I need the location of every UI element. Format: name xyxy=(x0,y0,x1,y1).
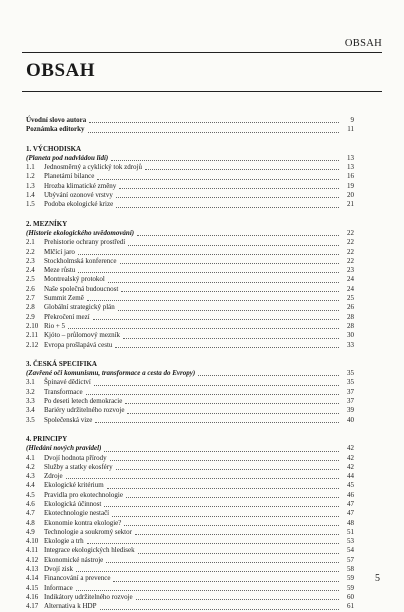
toc-entry xyxy=(26,285,354,294)
toc-page-number: 42 xyxy=(347,444,354,453)
toc-entry xyxy=(26,266,354,275)
toc-entry-text: Ekologická účinnost xyxy=(44,499,102,508)
toc-entry-title xyxy=(26,406,124,415)
toc-leader-dots xyxy=(145,169,339,170)
toc-entry-number: 4.16 xyxy=(26,592,39,601)
toc-entry-number: 1.1 xyxy=(26,163,35,172)
toc-chapter-subtitle xyxy=(26,154,354,163)
toc-entry-text: Prehistorie ochrany prostředí xyxy=(44,238,126,247)
toc-entry-text: Ekonomické nástroje xyxy=(44,555,104,564)
toc-page-number: 57 xyxy=(347,555,354,564)
toc-entry-text: Služby a statky ekosféry xyxy=(44,462,113,471)
toc-page-number: 44 xyxy=(347,472,354,481)
toc-entry-number: 3.5 xyxy=(26,415,35,424)
toc-chapter-heading xyxy=(26,145,354,154)
toc-entry xyxy=(26,116,354,125)
toc-entry-text: Úvodní slovo autora xyxy=(26,116,87,124)
toc-entry-title xyxy=(26,519,121,528)
toc-entry-text: Informace xyxy=(44,583,73,592)
toc-entry-text: 1. VÝCHODISKA xyxy=(26,144,82,153)
toc-leader-dots xyxy=(100,609,340,610)
toc-entry xyxy=(26,200,354,209)
toc-entry xyxy=(26,528,354,537)
toc-leader-dots xyxy=(119,188,339,189)
toc-page-number: 24 xyxy=(347,284,354,293)
toc-page-number: 22 xyxy=(347,256,354,265)
toc-page-number: 46 xyxy=(347,490,354,499)
toc-entry xyxy=(26,322,354,331)
toc-entry-text: Bariéry udržitelného rozvoje xyxy=(44,406,125,415)
toc-page-number: 48 xyxy=(347,518,354,527)
toc-entry-text: Překročení mezí xyxy=(44,312,90,321)
toc-entry-number: 4.4 xyxy=(26,481,35,490)
toc-entry-number: 2.3 xyxy=(26,256,35,265)
toc-chapter-subtitle xyxy=(26,229,354,238)
toc-entry xyxy=(26,454,354,463)
toc-leader-dots xyxy=(116,469,339,470)
header-rule xyxy=(22,52,382,53)
toc-entry-title xyxy=(26,313,90,322)
toc-entry-title xyxy=(26,360,97,369)
toc-leader-dots xyxy=(111,160,339,161)
toc-entry-title xyxy=(26,602,97,611)
toc-page-number: 35 xyxy=(347,369,354,378)
toc-entry-title xyxy=(26,481,104,490)
toc-entry-text: Dvojí zisk xyxy=(44,565,73,574)
toc-entry xyxy=(26,565,354,574)
toc-page-number: 47 xyxy=(347,509,354,518)
toc-page-number: 28 xyxy=(347,312,354,321)
toc-entry-title xyxy=(26,285,118,294)
toc-leader-dots xyxy=(89,122,339,123)
toc-entry-text: Montrealský protokol xyxy=(44,275,105,284)
toc-leader-dots xyxy=(78,272,339,273)
toc-entry xyxy=(26,257,354,266)
toc-leader-dots xyxy=(135,534,339,535)
toc-spacer xyxy=(26,350,354,360)
toc-chapter-subtitle xyxy=(26,444,354,453)
toc-entry xyxy=(26,509,354,518)
toc-entry-number: 4.15 xyxy=(26,583,39,592)
toc-entry-title xyxy=(26,163,142,172)
toc-entry-title xyxy=(26,303,115,312)
toc-entry-text: Mlčící jaro xyxy=(44,247,75,256)
toc-entry xyxy=(26,388,354,397)
toc-leader-dots xyxy=(118,310,339,311)
toc-leader-dots xyxy=(127,413,339,414)
toc-leader-dots xyxy=(68,328,339,329)
toc-leader-dots xyxy=(198,375,339,376)
toc-leader-dots xyxy=(94,385,339,386)
toc-page-number: 22 xyxy=(347,238,354,247)
toc-entry-number: 4.13 xyxy=(26,565,39,574)
toc-page-number: 47 xyxy=(347,499,354,508)
toc-leader-dots xyxy=(112,516,339,517)
toc-entry xyxy=(26,500,354,509)
toc-entry-title xyxy=(26,500,101,509)
toc-page-number: 19 xyxy=(347,181,354,190)
toc-entry-number: 3.1 xyxy=(26,378,35,387)
toc-entry-number: 4.12 xyxy=(26,555,39,564)
toc-page-number: 53 xyxy=(347,537,354,546)
toc-page-number: 25 xyxy=(347,294,354,303)
toc-entry-text: Poznámka editorky xyxy=(26,125,85,134)
toc-entry-title xyxy=(26,565,73,574)
toc-leader-dots xyxy=(88,132,339,133)
toc-entry xyxy=(26,397,354,406)
toc-entry-title xyxy=(26,248,75,257)
toc-leader-dots xyxy=(138,553,339,554)
toc-entry-text: Zdroje xyxy=(44,472,63,481)
toc-entry-number: 1.4 xyxy=(26,191,35,200)
toc-entry-number: 1.2 xyxy=(26,172,35,181)
toc-entry-title xyxy=(26,275,105,284)
toc-entry-number: 2.10 xyxy=(26,321,39,330)
toc-leader-dots xyxy=(116,207,339,208)
toc-entry-title xyxy=(26,116,86,125)
toc-leader-dots xyxy=(76,571,339,572)
toc-leader-dots xyxy=(106,562,339,563)
toc-page-number: 42 xyxy=(347,462,354,471)
toc-entry xyxy=(26,574,354,583)
toc-entry xyxy=(26,303,354,312)
title-rule xyxy=(22,91,382,92)
toc-entry-title xyxy=(26,341,112,350)
toc-page-number: 61 xyxy=(347,602,354,611)
toc-entry-title xyxy=(26,556,103,565)
toc-entry xyxy=(26,313,354,322)
toc-entry xyxy=(26,416,354,425)
toc-page-number: 37 xyxy=(347,387,354,396)
toc-entry-number: 4.9 xyxy=(26,527,35,536)
page-title: OBSAH xyxy=(26,60,96,81)
toc-entry-title xyxy=(26,537,84,546)
toc-leader-dots xyxy=(108,282,339,283)
toc-page-number: 40 xyxy=(347,415,354,424)
toc-entry-title xyxy=(26,416,92,425)
toc-entry-title xyxy=(26,220,67,229)
toc-leader-dots xyxy=(76,590,339,591)
toc-entry-title xyxy=(26,388,83,397)
toc-entry xyxy=(26,491,354,500)
toc-entry-text: 2. MEZNÍKY xyxy=(26,219,68,228)
toc-leader-dots xyxy=(116,197,339,198)
toc-entry xyxy=(26,602,354,611)
toc-entry-text: Summit Země xyxy=(44,294,84,303)
toc-page-number: 60 xyxy=(347,592,354,601)
toc-entry xyxy=(26,472,354,481)
toc-entry xyxy=(26,163,354,172)
toc-entry-title xyxy=(26,266,75,275)
toc-entry-number: 3.3 xyxy=(26,397,35,406)
toc-page-number: 16 xyxy=(347,172,354,181)
toc-entry-text: (Planeta pod nadvládou lidí) xyxy=(26,153,109,162)
toc-entry-number: 2.6 xyxy=(26,284,35,293)
toc-leader-dots xyxy=(121,291,339,292)
toc-entry-title xyxy=(26,463,113,472)
toc-leader-dots xyxy=(86,394,339,395)
toc-entry-text: Indikátory udržitelného rozvoje xyxy=(44,592,133,601)
toc-entry-number: 1.5 xyxy=(26,200,35,209)
toc-entry-title xyxy=(26,472,63,481)
toc-leader-dots xyxy=(113,581,339,582)
toc-page-number: 37 xyxy=(347,397,354,406)
toc-spacer xyxy=(26,210,354,220)
toc-entry-title xyxy=(26,378,91,387)
toc-entry-number: 2.5 xyxy=(26,275,35,284)
toc-entry-number: 2.7 xyxy=(26,294,35,303)
toc-entry xyxy=(26,519,354,528)
toc-entry-text: Hrozba klimatické změny xyxy=(44,181,117,190)
toc-entry-title xyxy=(26,593,133,602)
toc-leader-dots xyxy=(137,235,339,236)
toc-entry-number: 3.4 xyxy=(26,406,35,415)
toc-page-number: 11 xyxy=(347,125,354,134)
toc-leader-dots xyxy=(124,525,339,526)
toc-leader-dots xyxy=(123,338,339,339)
toc-leader-dots xyxy=(87,300,339,301)
toc-page-number: 51 xyxy=(347,527,354,536)
toc-entry-title xyxy=(26,154,108,163)
toc-page-number: 9 xyxy=(350,116,354,124)
toc-entry-title xyxy=(26,435,67,444)
toc-entry xyxy=(26,275,354,284)
toc-entry-number: 2.4 xyxy=(26,266,35,275)
toc-page-number: 59 xyxy=(347,574,354,583)
toc-entry-text: Rio + 5 xyxy=(44,321,66,330)
toc-page-number: 26 xyxy=(347,303,354,312)
toc-entry-title xyxy=(26,322,65,331)
toc-page-number: 22 xyxy=(347,228,354,237)
toc-entry-title xyxy=(26,182,116,191)
toc-page-number: 20 xyxy=(347,191,354,200)
toc-entry-text: 4. PRINCIPY xyxy=(26,434,68,443)
running-header: OBSAH xyxy=(344,38,382,49)
toc-entry-number: 2.8 xyxy=(26,303,35,312)
toc-entry-title xyxy=(26,229,134,238)
toc-entry-text: Ekotechnologie nestačí xyxy=(44,509,110,518)
toc-entry xyxy=(26,481,354,490)
toc-chapter-heading xyxy=(26,220,354,229)
toc-entry-title xyxy=(26,200,113,209)
toc-entry xyxy=(26,537,354,546)
toc-entry-number: 4.11 xyxy=(26,546,38,555)
toc-entry-number: 4.8 xyxy=(26,518,35,527)
toc-page-number: 35 xyxy=(347,378,354,387)
toc-entry-text: Kjóto – průlomový mezník xyxy=(44,331,121,340)
toc-page-number: 23 xyxy=(347,266,354,275)
toc-entry-number: 1.3 xyxy=(26,181,35,190)
toc-entry-text: (Hledání nových pravidel) xyxy=(26,444,102,453)
toc-entry-number: 4.5 xyxy=(26,490,35,499)
toc-chapter-subtitle xyxy=(26,369,354,378)
toc-entry-text: Pravidla pro ekotechnologie xyxy=(44,490,123,499)
toc-entry-number: 2.2 xyxy=(26,247,35,256)
toc-entry-title xyxy=(26,331,120,340)
toc-entry xyxy=(26,294,354,303)
toc-leader-dots xyxy=(78,254,339,255)
toc-entry-title xyxy=(26,491,123,500)
toc-entry-number: 4.6 xyxy=(26,499,35,508)
toc-entry-text: Planetární bilance xyxy=(44,172,95,181)
toc-entry-text: Ubývání ozonové vrstvy xyxy=(44,191,113,200)
toc-page-number: 24 xyxy=(347,275,354,284)
toc-entry-title xyxy=(26,584,73,593)
toc-entry-number: 4.1 xyxy=(26,453,35,462)
toc-page-number: 45 xyxy=(347,481,354,490)
toc-page-number: 21 xyxy=(347,200,354,209)
toc-entry-number: 2.9 xyxy=(26,312,35,321)
toc-leader-dots xyxy=(104,506,339,507)
toc-leader-dots xyxy=(126,497,339,498)
toc-entry-text: Technologie a soukromý sektor xyxy=(44,527,132,536)
toc-leader-dots xyxy=(128,245,339,246)
page-number: 5 xyxy=(375,573,380,584)
toc-entry-text: Ekologické kritérium xyxy=(44,481,104,490)
toc-leader-dots xyxy=(104,451,339,452)
toc-entry-number: 3.2 xyxy=(26,387,35,396)
toc-entry xyxy=(26,182,354,191)
toc-entry-title xyxy=(26,574,110,583)
toc-leader-dots xyxy=(125,403,339,404)
toc-chapter-heading xyxy=(26,360,354,369)
toc-leader-dots xyxy=(87,543,339,544)
toc-entry xyxy=(26,172,354,181)
toc-leader-dots xyxy=(107,488,339,489)
toc-entry-title xyxy=(26,528,132,537)
toc-entry-title xyxy=(26,509,109,518)
toc-leader-dots xyxy=(66,478,339,479)
toc-entry-text: Jednosměrný a cyklický tok zdrojů xyxy=(44,163,142,172)
toc-leader-dots xyxy=(110,460,339,461)
toc-entry-number: 2.12 xyxy=(26,340,39,349)
toc-page-number: 28 xyxy=(347,321,354,330)
toc-entry xyxy=(26,331,354,340)
toc-entry xyxy=(26,463,354,472)
toc-entry-text: Transformace xyxy=(44,387,83,396)
toc-entry-number: 4.2 xyxy=(26,462,35,471)
toc-entry-text: Meze růstu xyxy=(44,266,76,275)
toc-entry xyxy=(26,238,354,247)
toc-entry-title xyxy=(26,125,85,134)
toc-entry-number: 4.7 xyxy=(26,509,35,518)
toc-entry-text: Společenská vize xyxy=(44,415,93,424)
toc-entry xyxy=(26,406,354,415)
toc-entry-number: 2.11 xyxy=(26,331,38,340)
toc-page-number: 39 xyxy=(347,406,354,415)
toc-entry-title xyxy=(26,191,113,200)
toc-entry-number: 4.3 xyxy=(26,472,35,481)
toc-spacer xyxy=(26,135,354,145)
toc-entry-text: Podoba ekologické krize xyxy=(44,200,114,209)
toc-leader-dots xyxy=(95,422,339,423)
toc-leader-dots xyxy=(115,347,339,348)
toc-entry-title xyxy=(26,257,117,266)
toc-entry-title xyxy=(26,294,84,303)
toc-entry-text: Naše společná budoucnost xyxy=(44,284,119,293)
toc-page-number: 42 xyxy=(347,453,354,462)
toc-entry-text: Špinavé dědictví xyxy=(44,378,91,387)
toc-entry-text: Stockholmská konference xyxy=(44,256,117,265)
toc-entry-title xyxy=(26,397,122,406)
toc-entry-text: Globální strategický plán xyxy=(44,303,115,312)
toc-entry-text: Evropa prošlapává cestu xyxy=(44,340,113,349)
toc-entry-title xyxy=(26,238,125,247)
toc-entry xyxy=(26,556,354,565)
toc-page-number: 13 xyxy=(347,163,354,172)
toc-chapter-heading xyxy=(26,435,354,444)
toc-page-number: 58 xyxy=(347,565,354,574)
toc-entry-text: Financování a prevence xyxy=(44,574,111,583)
toc-leader-dots xyxy=(97,179,339,180)
toc-page-number: 54 xyxy=(347,546,354,555)
toc-entry-text: Alternativa k HDP xyxy=(44,602,97,611)
toc-entry xyxy=(26,584,354,593)
toc-entry-title xyxy=(26,454,107,463)
toc-entry xyxy=(26,546,354,555)
toc-entry-title xyxy=(26,369,195,378)
toc-entry-title xyxy=(26,546,135,555)
toc-entry xyxy=(26,341,354,350)
toc-page-number: 30 xyxy=(347,331,354,340)
toc-entry xyxy=(26,593,354,602)
toc-entry-text: Ekonomie kontra ekologie? xyxy=(44,518,122,527)
toc-spacer xyxy=(26,425,354,435)
toc-entry-title xyxy=(26,145,81,154)
toc-leader-dots xyxy=(93,319,339,320)
table-of-contents xyxy=(26,116,354,612)
toc-entry-text: Ekologie a trh xyxy=(44,537,84,546)
toc-page-number: 59 xyxy=(347,583,354,592)
toc-entry-text: Po deseti letech demokracie xyxy=(44,397,123,406)
toc-entry-number: 4.14 xyxy=(26,574,39,583)
toc-entry xyxy=(26,378,354,387)
toc-page-number: 13 xyxy=(347,153,354,162)
toc-page-number: 22 xyxy=(347,247,354,256)
toc-entry-number: 4.10 xyxy=(26,537,39,546)
toc-entry-text: Integrace ekologických hledisek xyxy=(44,546,135,555)
toc-entry xyxy=(26,191,354,200)
toc-entry xyxy=(26,125,354,134)
toc-entry-number: 4.17 xyxy=(26,602,39,611)
toc-entry xyxy=(26,248,354,257)
toc-entry-title xyxy=(26,444,101,453)
toc-entry-text: (Zavřené oči komunismu, transformace a cesta do Evropy) xyxy=(26,369,196,378)
toc-page-number: 33 xyxy=(347,340,354,349)
toc-entry-number: 2.1 xyxy=(26,238,35,247)
toc-entry-title xyxy=(26,172,94,181)
toc-entry-text: 3. ČESKÁ SPECIFIKA xyxy=(26,359,97,368)
toc-entry-text: (Historie ekologického uvědomování) xyxy=(26,228,135,237)
toc-leader-dots xyxy=(120,263,339,264)
toc-entry-text: Dvojí hodnota přírody xyxy=(44,453,107,462)
